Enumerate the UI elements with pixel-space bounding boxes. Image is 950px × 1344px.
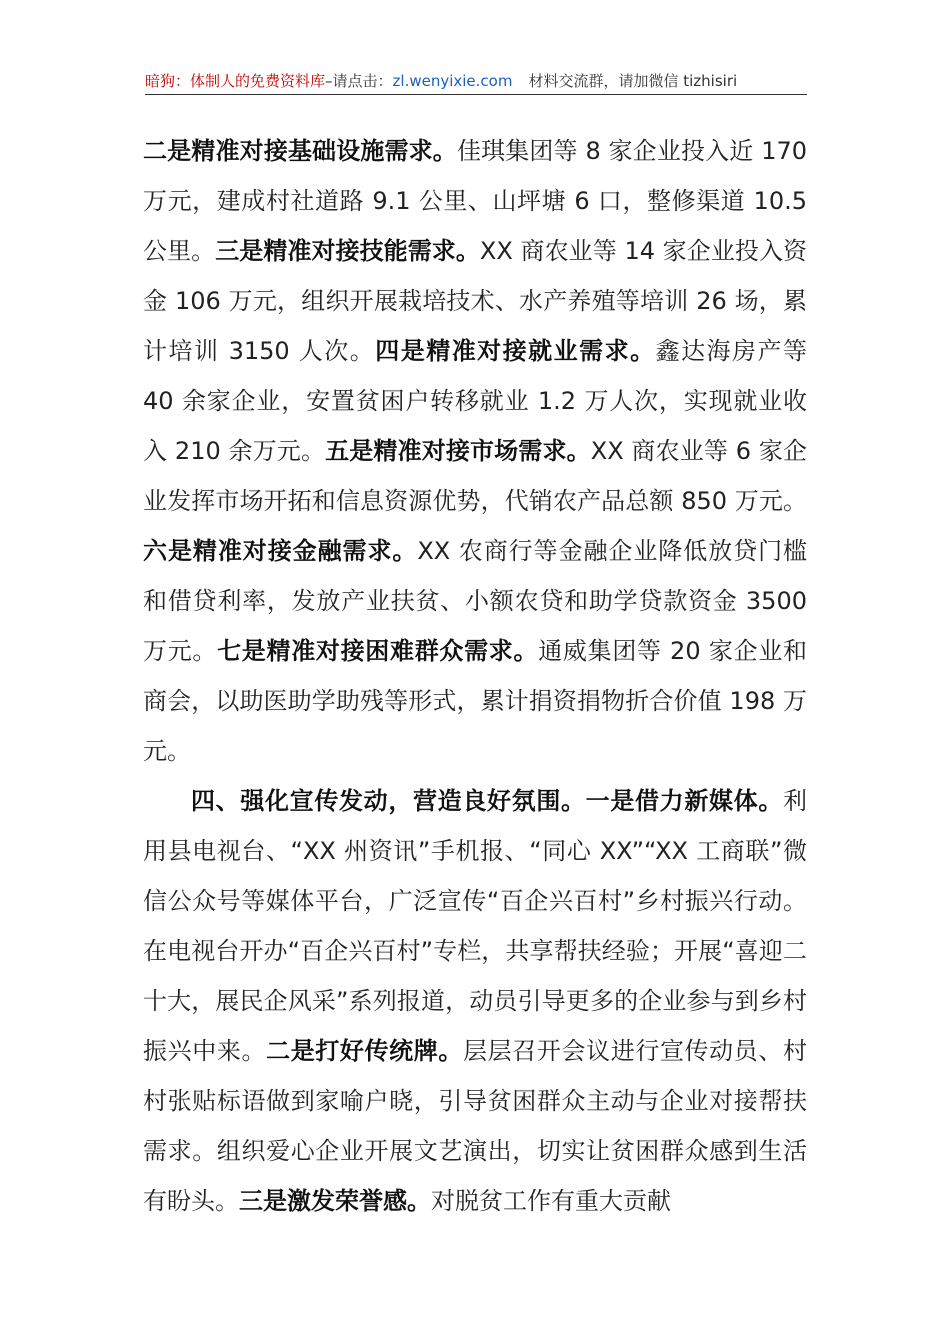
point-employment-heading: 四是精准对接就业需求。 — [375, 337, 656, 365]
point-infrastructure-text: 佳琪集团等 8 家企业投入近 170 万元，建成村社道路 9.1 公里、山坪塘 6 口，整修渠道 10.5 公里。 — [143, 137, 808, 265]
point-needy-text: 通威集团等 20 家企业和商会，以助医助学助残等形式，累计捐资捐物折合价值 198 万元。 — [143, 637, 808, 765]
section-four-heading: 四、强化宣传发动，营造良好氛围。 — [191, 787, 586, 815]
point-honor-text: 对脱贫工作有重大贡献 — [431, 1187, 671, 1215]
point-new-media-text: 利用县电视台、“XX 州资讯”手机报、“同心 XX”“XX 工商联”微信公众号等媒体平台，广泛宣传“百企兴百村”乡村振兴行动。在电视台开办“百企兴百村”专栏，共享帮扶经验；开展“喜迎二十大，展民企风采”系列报道，动员引导更多的企业参与到乡村振兴中来。 — [143, 787, 808, 1065]
point-skills-text: XX 商农业等 14 家企业投入资金 106 万元，组织开展栽培技术、水产养殖等培训 26 场，累计培训 3150 人次。 — [143, 237, 808, 365]
point-traditional-text: 层层召开会议进行宣传动员、村村张贴标语做到家喻户晓，引导贫困群众主动与企业对接帮扶需求。组织爱心企业开展文艺演出，切实让贫困群众感到生活有盼头。 — [143, 1037, 808, 1215]
header-group-note: 材料交流群，请加微信 tizhisiri — [528, 72, 738, 90]
point-traditional-heading: 二是打好传统牌。 — [266, 1037, 464, 1065]
point-honor-heading: 三是激发荣誉感。 — [239, 1187, 431, 1215]
point-finance-text: XX 农商行等金融企业降低放贷门槛和借贷利率，发放产业扶贫、小额农贷和助学贷款资金 3500 万元。 — [143, 537, 808, 665]
header-url-link[interactable]: zl.wenyixie.com — [392, 72, 513, 90]
point-finance-heading: 六是精准对接金融需求。 — [143, 537, 418, 565]
point-employment-text: 鑫达海房产等 40 余家企业，安置贫困户转移就业 1.2 万人次，实现就业收入 210 余万元。 — [143, 337, 808, 465]
header-site-name: 暗狗：体制人的免费资料库 — [145, 72, 326, 90]
point-market-text: XX 商农业等 6 家企业发挥市场开拓和信息资源优势，代销农产品总额 850 万元。 — [143, 437, 807, 515]
header-click-prompt: –请点击： — [325, 72, 393, 90]
page-header — [145, 70, 807, 95]
point-skills-heading: 三是精准对接技能需求。 — [215, 237, 480, 265]
paragraph-publicity — [143, 776, 807, 1226]
point-needy-heading: 七是精准对接困难群众需求。 — [217, 637, 539, 665]
paragraph-demand-matching — [143, 126, 807, 776]
point-market-heading: 五是精准对接市场需求。 — [325, 437, 591, 465]
point-infrastructure-heading: 二是精准对接基础设施需求。 — [143, 137, 457, 165]
point-new-media-heading: 一是借力新媒体。 — [585, 787, 784, 815]
document-body — [143, 126, 807, 1226]
